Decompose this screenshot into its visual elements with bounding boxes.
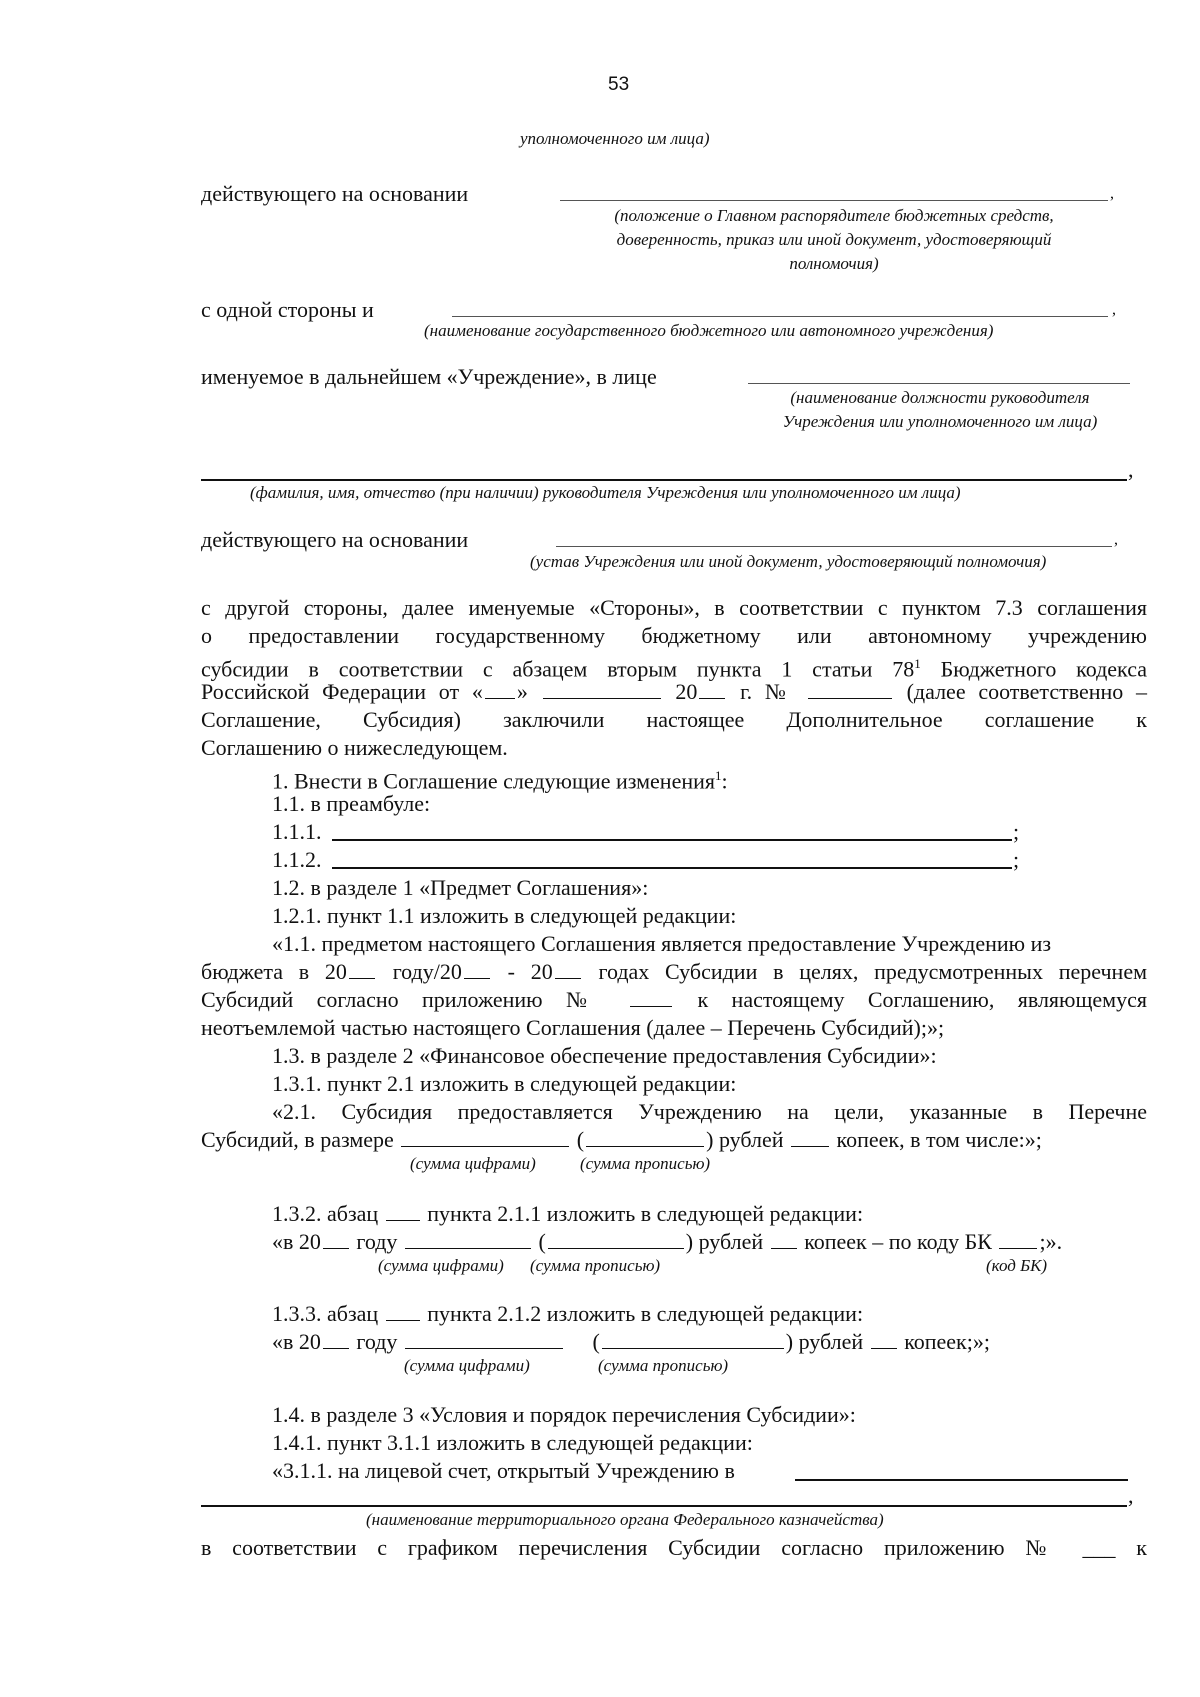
item-1-2: 1.2. в разделе 1 «Предмет Соглашения»:: [272, 875, 649, 900]
q1-appendix-blank[interactable]: [630, 986, 672, 1007]
q3-c: (: [532, 1229, 546, 1254]
quote-5-line: [795, 1479, 1128, 1481]
preamble-3b: Бюджетного кодекса: [920, 656, 1147, 682]
q2-caption-digits: (сумма цифрами): [410, 1154, 536, 1173]
quote-1-line-2: [201, 958, 1147, 986]
number-blank[interactable]: [808, 678, 892, 699]
item-1-4-1: 1.4.1. пункт 3.1.1 изложить в следующей редакции:: [272, 1430, 753, 1455]
basis-line-2: [556, 546, 1112, 547]
q4-caption-words: (сумма прописью): [598, 1356, 729, 1375]
treasury-line: [201, 1505, 1127, 1507]
q3-a: «в 20: [272, 1229, 321, 1254]
basis-caption-1c: полномочия): [789, 254, 879, 273]
q4-b: году: [350, 1329, 403, 1354]
preamble-4c: 20: [662, 679, 698, 704]
q2-caption-words: (сумма прописью): [580, 1154, 711, 1173]
q4-year[interactable]: [323, 1328, 349, 1349]
quote-4: [272, 1328, 990, 1356]
q1-3b: к настоящему Соглашению, являющемуся: [674, 987, 1147, 1012]
q3-kbk[interactable]: [999, 1228, 1037, 1249]
comma-1: ,: [1110, 185, 1114, 202]
comma-5: ,: [1128, 1483, 1134, 1508]
item-1-text: 1. Внести в Соглашение следующие изменения: [272, 768, 716, 794]
q1-3a: Субсидий согласно приложению №: [201, 987, 629, 1012]
preamble-line-2: о предоставлении государственному бюджетному или автономному учреждению: [201, 623, 1147, 648]
q4-a: «в 20: [272, 1329, 321, 1354]
quote-3: [272, 1228, 1062, 1256]
preamble-line-6: Соглашению о нижеследующем.: [201, 735, 508, 760]
q1-2d: годах Субсидии в целях, предусмотренных перечнем: [582, 959, 1148, 984]
named-label: именуемое в дальнейшем «Учреждение», в лице: [201, 364, 657, 389]
month-blank[interactable]: [543, 678, 661, 699]
item-1-1-1-line: [332, 839, 1012, 841]
party-caption: (наименование государственного бюджетного или автономного учреждения): [424, 321, 994, 340]
item-1-1-2-semicolon: ;: [1013, 847, 1020, 872]
p132-a: 1.3.2. абзац: [272, 1201, 384, 1226]
basis-caption-1a: (положение о Главном распорядителе бюджетных средств,: [614, 206, 1054, 225]
q3-sum-digits[interactable]: [405, 1228, 531, 1249]
q1-year-2[interactable]: [464, 958, 490, 979]
basis-caption-1b: доверенность, приказ или иной документ, удостоверяющий: [616, 230, 1052, 249]
item-1-3: 1.3. в разделе 2 «Финансовое обеспечение предоставления Субсидии»:: [272, 1043, 937, 1068]
quote-2-line-1: «2.1. Субсидия предоставляется Учреждению на цели, указанные в Перечне: [272, 1099, 1147, 1124]
item-1-1-2-line: [332, 867, 1012, 869]
footnote-ref-2: 1: [715, 768, 722, 783]
basis-line-1: [560, 200, 1108, 201]
quote-1-line-1: «1.1. предметом настоящего Соглашения является предоставление Учреждению из: [272, 931, 1052, 956]
q3-e: копеек – по коду БК: [798, 1229, 998, 1254]
q3-caption-digits: (сумма цифрами): [378, 1256, 504, 1275]
q3-year[interactable]: [323, 1228, 349, 1249]
item-1-colon: :: [721, 768, 728, 794]
top-caption: уполномоченного им лица): [520, 129, 710, 148]
preamble-4e: (далее соответственно –: [893, 679, 1148, 704]
quote-1-line-4: неотъемлемой частью настоящего Соглашения (далее – Перечень Субсидий);»;: [201, 1015, 945, 1040]
item-1-1: 1.1. в преамбуле:: [272, 791, 431, 816]
q1-2c: - 20: [491, 959, 553, 984]
item-1-3-3: [272, 1300, 863, 1328]
q3-d: ) рублей: [685, 1229, 769, 1254]
basis-label-1: действующего на основании: [201, 181, 469, 206]
basis-label-2: действующего на основании: [201, 527, 469, 552]
q4-d: ) рублей: [785, 1329, 869, 1354]
q1-year-3[interactable]: [555, 958, 581, 979]
q2-sum-words[interactable]: [586, 1126, 704, 1147]
year-blank[interactable]: [699, 678, 725, 699]
item-1-1-1: 1.1.1.: [272, 819, 322, 844]
p133-b: пункта 2.1.2 изложить в следующей редакции:: [421, 1301, 864, 1326]
q2-2c: ) рублей: [706, 1127, 790, 1152]
preamble-line-1: с другой стороны, далее именуемые «Стороны», в соответствии с пунктом 7.3 соглашения: [201, 595, 1147, 620]
item-1-3-1: 1.3.1. пункт 2.1 изложить в следующей редакции:: [272, 1071, 737, 1096]
q4-kopecks[interactable]: [871, 1328, 897, 1349]
q1-year-1[interactable]: [349, 958, 375, 979]
p132-para-blank[interactable]: [386, 1200, 420, 1221]
basis-caption-2: (устав Учреждения или иной документ, удостоверяющий полномочия): [530, 552, 1047, 571]
q4-sum-words[interactable]: [602, 1328, 784, 1349]
item-1-2-1: 1.2.1. пункт 1.1 изложить в следующей редакции:: [272, 903, 737, 928]
q1-2a: бюджета в 20: [201, 959, 347, 984]
item-1-3-2: [272, 1200, 863, 1228]
q4-e: копеек;»;: [898, 1329, 990, 1354]
treasury-caption: (наименование территориального органа Федерального казначейства): [366, 1510, 884, 1529]
comma-3: ,: [1128, 457, 1134, 482]
preamble-4b: »: [516, 679, 541, 704]
fio-line: [201, 479, 1127, 481]
q3-b: году: [350, 1229, 403, 1254]
named-line: [748, 383, 1130, 384]
q2-2b: (: [571, 1127, 585, 1152]
day-blank[interactable]: [485, 678, 515, 699]
last-line: в соответствии с графиком перечисления Субсидии согласно приложению № ___ к: [201, 1535, 1147, 1560]
item-1-1-1-semicolon: ;: [1013, 819, 1020, 844]
quote-2-line-2: [201, 1126, 1042, 1154]
named-caption-2: Учреждения или уполномоченного им лица): [782, 412, 1098, 431]
p133-para-blank[interactable]: [386, 1300, 420, 1321]
preamble-line-4: [201, 678, 1147, 706]
item-1-1-2: 1.1.2.: [272, 847, 322, 872]
q2-kopecks[interactable]: [791, 1126, 829, 1147]
item-1-4: 1.4. в разделе 3 «Условия и порядок перечисления Субсидии»:: [272, 1402, 856, 1427]
footnote-ref: 1: [914, 656, 921, 671]
p133-a: 1.3.3. абзац: [272, 1301, 384, 1326]
q3-caption-words: (сумма прописью): [530, 1256, 661, 1275]
fio-caption: (фамилия, имя, отчество (при наличии) руководителя Учреждения или уполномоченного им лица): [250, 483, 961, 502]
q4-caption-digits: (сумма цифрами): [404, 1356, 530, 1375]
q3-f: ;».: [1039, 1229, 1063, 1254]
party-label: с одной стороны и: [201, 297, 374, 322]
q4-c: (: [586, 1329, 600, 1354]
preamble-4d: г. №: [727, 679, 806, 704]
q4-sum-digits[interactable]: [405, 1328, 563, 1349]
preamble-line-5: Соглашение, Субсидия) заключили настоящее Дополнительное соглашение к: [201, 707, 1147, 732]
preamble-3a: субсидии в соответствии с абзацем вторым пункта 1 статьи 78: [201, 656, 915, 682]
q1-2b: году/20: [376, 959, 462, 984]
q3-sum-words[interactable]: [548, 1228, 684, 1249]
q3-caption-kbk: (код БК): [986, 1256, 1048, 1275]
named-caption-1: (наименование должности руководителя: [790, 388, 1090, 407]
preamble-4a: Российской Федерации от «: [201, 679, 483, 704]
q3-kopecks[interactable]: [771, 1228, 797, 1249]
party-line: [452, 316, 1108, 317]
comma-4: ,: [1114, 531, 1118, 548]
quote-5: «3.1.1. на лицевой счет, открытый Учреждению в: [272, 1458, 735, 1483]
q2-2d: копеек, в том числе:»;: [831, 1127, 1042, 1152]
p132-b: пункта 2.1.1 изложить в следующей редакции:: [421, 1201, 864, 1226]
q2-2a: Субсидий, в размере: [201, 1127, 400, 1152]
page-number: 53: [608, 74, 630, 95]
quote-1-line-3: [201, 986, 1147, 1014]
comma-2: ,: [1112, 301, 1116, 318]
q2-sum-digits[interactable]: [401, 1126, 569, 1147]
